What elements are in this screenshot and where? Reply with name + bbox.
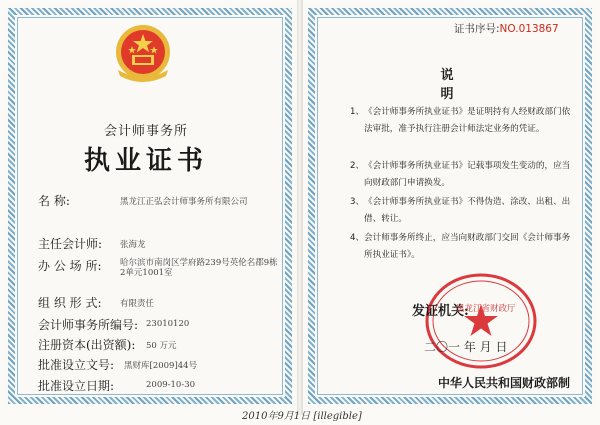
note-index: 1、 xyxy=(350,107,365,117)
note-text: 《会计师事务所执业证书》不得伪造、涂改、出租、出借、转让。 xyxy=(364,197,571,224)
note-text: 会计师事务所终止，应当向财政部门交回《会计师事务所执业证书》。 xyxy=(364,233,571,260)
note-index: 3、 xyxy=(350,197,365,207)
office-address-label: 办 公 场 所: xyxy=(38,259,102,273)
ministry-name: 中华人民共和国财政部制 xyxy=(438,376,571,390)
approval-date-value: 2009-10-30 xyxy=(146,380,196,390)
handwritten-note: 2010年9月1日 [illegible] xyxy=(242,411,362,422)
chief-accountant-label: 主任会计师: xyxy=(38,237,103,251)
approval-doc-label: 批准设立文号: xyxy=(38,358,115,372)
office-address-value: 哈尔滨市南岗区学府路239号英伦名郡9栋2单元1001室 xyxy=(120,258,278,278)
organization-form-value: 有限责任 xyxy=(120,299,155,309)
approval-date-label: 批准设立日期: xyxy=(38,379,115,393)
page-fold xyxy=(297,0,303,415)
certificate-title: 执业证书 xyxy=(83,146,208,176)
office-name: 会计师事务所 xyxy=(103,124,188,139)
note-text: 《会计师事务所执业证书》记载事项发生变动的，应当向财政部门申请换发。 xyxy=(364,161,571,188)
official-seal-icon xyxy=(422,270,540,372)
issuer-label: 发证机关: xyxy=(412,304,469,319)
chief-accountant-value: 张海龙 xyxy=(120,240,146,250)
notes-heading: 说 明 xyxy=(440,68,460,102)
note-index: 4、 xyxy=(350,233,365,243)
registered-capital-label: 注册资本(出资额): xyxy=(38,338,136,352)
serial-value: NO.013867 xyxy=(499,23,559,35)
firm-number-label: 会计师事务所编号: xyxy=(38,318,139,332)
national-emblem-icon xyxy=(108,22,178,88)
organization-form-label: 组 织 形 式: xyxy=(38,296,102,310)
name-label: 名 称: xyxy=(38,194,70,208)
note-text: 《会计师事务所执业证书》是证明持有人经财政部门依法审批，准予执行注册会计师法定业务的凭证。 xyxy=(364,107,571,134)
serial-number xyxy=(454,21,559,36)
registered-capital-value: 50 万元 xyxy=(146,341,177,351)
firm-number-value: 23010120 xyxy=(146,319,190,329)
issuer-value: 黑龙江省财政厅 xyxy=(456,304,516,314)
issue-date: 二〇一 年 月 日 xyxy=(424,340,508,354)
serial-label: 证书序号: xyxy=(454,23,500,35)
name-value: 黑龙江正弘会计师事务所有限公司 xyxy=(120,197,248,207)
approval-doc-value: 黑财库[2009]44号 xyxy=(124,361,198,371)
note-index: 2、 xyxy=(350,161,365,171)
